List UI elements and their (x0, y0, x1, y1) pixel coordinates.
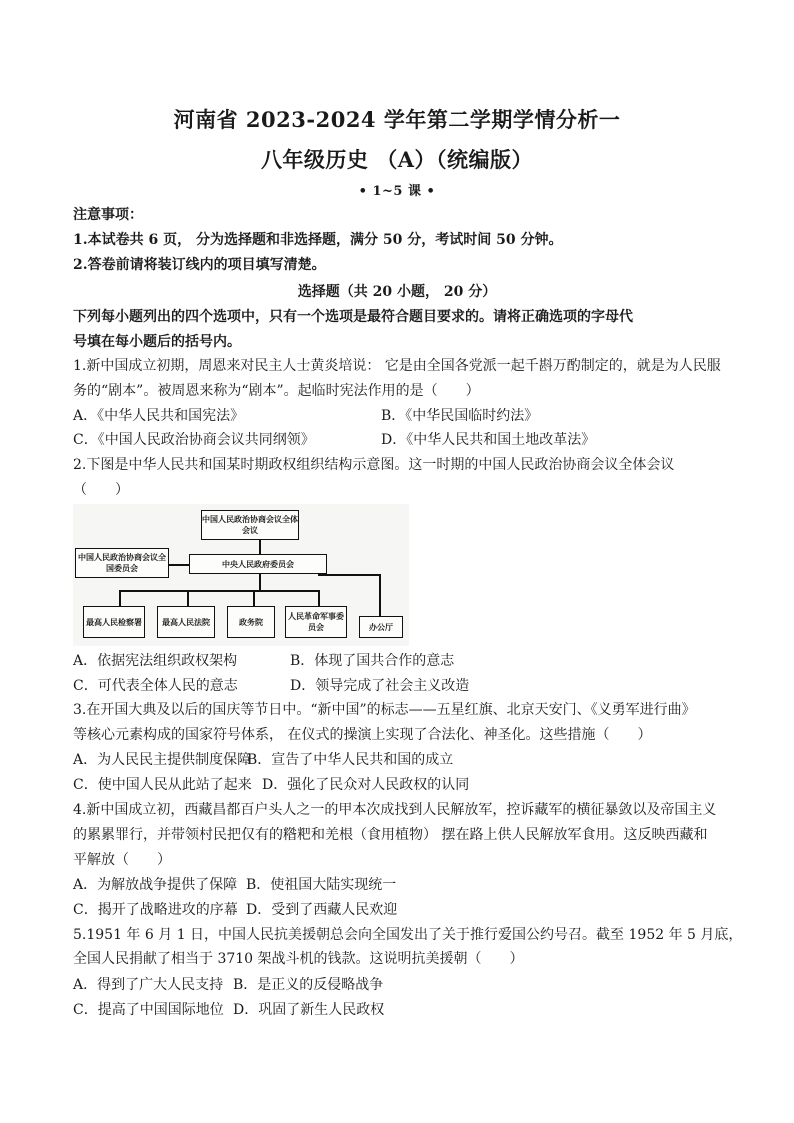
question-text-line: 5.1951 年 6 月 1 日，中国人民抗美援朝总会向全国发出了关于推行爱国公约号召。截至 1952 年 5 月底， (73, 927, 743, 943)
diagram-box-government-administration-council: 政务院 (227, 606, 275, 638)
diagram-box-military-commission: 人民革命军事委员会 (285, 606, 347, 638)
question-text-line: 1.新中国成立初期，周恩来对民主人士黄炎培说： 它是由全国各党派一起千斟万酌制定的，就是为人民服 (73, 358, 721, 374)
option-d: D．受到了西藏人民欢迎 (246, 902, 398, 918)
option-c: C．提高了中国国际地位 (73, 1002, 224, 1018)
notice-item-2: 2.答卷前请将装订线内的项目填写清楚。 (73, 257, 326, 273)
section-instruction-line-1: 下列每小题列出的四个选项中，只有一个选项是最符合题目要求的。请将正确选项的字母代 (73, 309, 633, 325)
option-a: A．《中华人民共和国宪法》 (73, 408, 245, 424)
section-instruction-line-2: 号填在每小题后的括号内。 (73, 334, 241, 350)
question-text-line: 的累累罪行，并带领村民把仅有的糌粑和羌根（食用植物） 摆在路上供人民解放军食用。这反映西藏和 (73, 827, 708, 843)
question-text-line: （ ） (73, 482, 129, 498)
diagram-box-procuratorate: 最高人民检察署 (83, 606, 145, 638)
notice-item-1: 1.本试卷共 6 页， 分为选择题和非选择题，满分 50 分，考试时间 50 分钟。 (73, 232, 563, 248)
option-d: D．巩固了新生人民政权 (233, 1002, 385, 1018)
government-structure-diagram (73, 504, 409, 646)
option-b: B．使祖国大陆实现统一 (246, 877, 397, 893)
option-b: B．宣告了中华人民共和国的成立 (247, 752, 454, 768)
option-c: C．可代表全体人民的意志 (73, 678, 238, 694)
question-text-line: 4.新中国成立初，西藏昌都百户头人之一的甲本次成找到人民解放军，控诉藏军的横征暴敛以及帝国主义 (73, 802, 717, 818)
diagram-box-general-office: 办公厅 (359, 616, 403, 638)
option-c: C．使中国人民从此站了起来 (73, 777, 252, 793)
exam-title: 河南省 2023-2024 学年第二学期学情分析一 (173, 107, 621, 132)
option-c: C．揭开了战略进攻的序幕 (73, 902, 238, 918)
option-d: D．强化了民众对人民政权的认同 (262, 777, 470, 793)
option-d: D．领导完成了社会主义改造 (290, 678, 470, 694)
question-text-line: 平解放（ ） (73, 852, 171, 868)
option-d: D．《中华人民共和国土地改革法》 (381, 432, 596, 448)
lesson-scope: • 1~5 课 • (358, 184, 436, 199)
option-b: B．体现了国共合作的意志 (290, 653, 455, 669)
question-text-line: 全国人民捐献了相当于 3710 架战斗机的钱款。这说明抗美援朝（ ） (73, 951, 524, 967)
option-b: B．《中华民国临时约法》 (381, 408, 539, 424)
diagram-box-central-government-council: 中央人民政府委员会 (189, 554, 327, 574)
option-c: C．《中国人民政治协商会议共同纲领》 (73, 432, 315, 448)
question-text-line: 等核心元素构成的国家符号体系， 在仪式的操演上实现了合法化、神圣化。这些措施（ ） (73, 727, 652, 743)
diagram-box-cppcc-plenary: 中国人民政治协商会议全体会议 (201, 510, 299, 540)
section-title: 选择题（共 20 小题， 20 分） (297, 284, 497, 300)
option-a: A．得到了广大人民支持 (73, 977, 224, 993)
option-b: B．是正义的反侵略战争 (233, 977, 384, 993)
notice-heading: 注意事项： (73, 207, 143, 223)
question-text-line: 2.下图是中华人民共和国某时期政权组织结构示意图。这一时期的中国人民政治协商会议全体会议 (73, 457, 675, 473)
option-a: A．依据宪法组织政权架构 (73, 653, 238, 669)
diagram-box-cppcc-national-committee: 中国人民政治协商会议全国委员会 (75, 548, 169, 578)
diagram-box-supreme-court: 最高人民法院 (157, 606, 215, 638)
question-text-line: 3.在开国大典及以后的国庆等节日中。“新中国”的标志——五星红旗、北京天安门、《义勇军进行曲》 (73, 702, 696, 718)
option-a: A．为解放战争提供了保障 (73, 877, 238, 893)
option-a: A．为人民民主提供制度保障 (73, 752, 252, 768)
exam-subtitle: 八年级历史 （A）（统编版） (260, 147, 534, 172)
question-text-line: 务的“剧本”。被周恩来称为“剧本”。起临时宪法作用的是（ ） (73, 383, 480, 399)
